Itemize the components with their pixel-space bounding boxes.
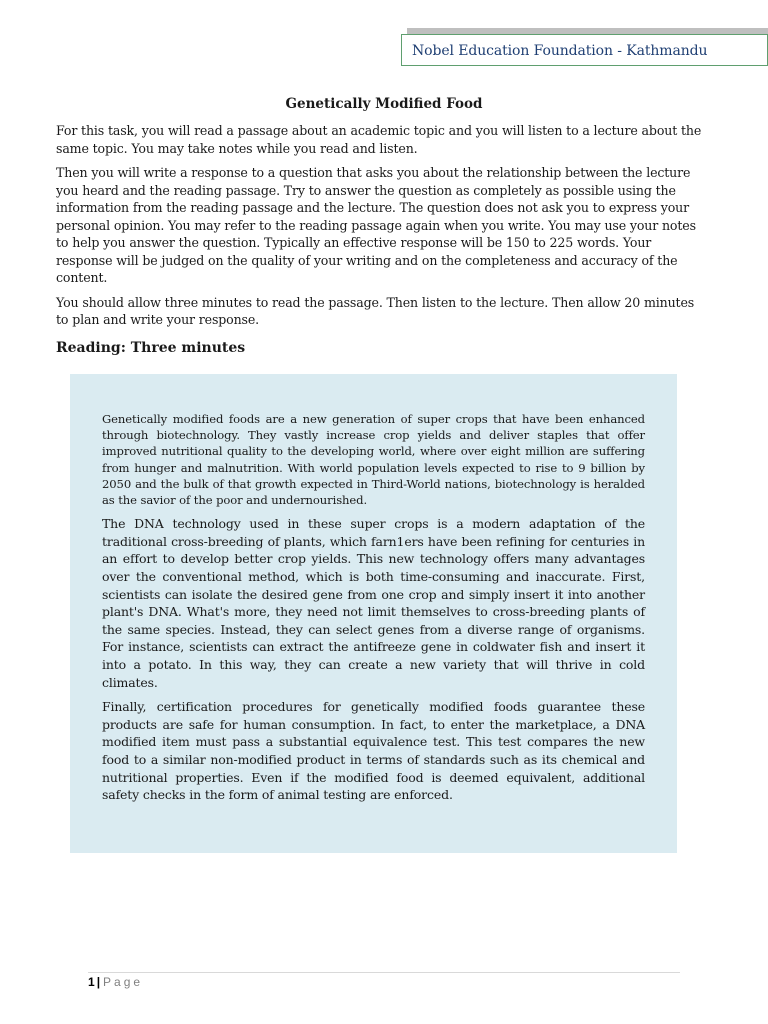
reading-paragraph: Finally, certification procedures for genetically modified foods guarantee these products are safe for human consumption. In fact, to enter the marketplace, a DNA modified item must pass a substantial equivalence test. This test compares the new food to a similar non-modified product in terms of standards such as its chemical and nutritional properties. Even if the modified food is deemed equivalent, additional safety checks in the form of animal testing are enforced.: [102, 699, 645, 803]
instruction-paragraph: Then you will write a response to a question that asks you about the relationship between the lecture you heard and the reading passage. Try to answer the question as completely as possible using the information from the reading passage and the lecture. The question does not ask you to express your personal opinion. You may refer to the reading passage again when you write. You may use your notes to help you answer the question. Typically an effective response will be 150 to 225 words. Your response will be judged on the quality of your writing and on the completeness and accuracy of the content.: [56, 165, 696, 285]
page-separator: |: [96, 975, 101, 989]
page-number: 1: [88, 975, 95, 989]
page-footer: [88, 975, 143, 989]
reading-passage-box: [70, 374, 677, 853]
reading-paragraph: Genetically modified foods are a new generation of super crops that have been enhanced through biotechnology. They vastly increase crop yields and deliver staples that offer improved nutritional quality to the developing world, where over eight million are suffering from hunger and malnutrition. With world population levels expected to rise to 9 billion by 2050 and the bulk of that growth expected in Third-World nations, biotechnology is heralded as the savior of the poor and undernourished.: [102, 412, 645, 508]
document-title: Genetically Modified Food: [285, 96, 483, 112]
reading-paragraph: The DNA technology used in these super crops is a modern adaptation of the traditional cross-breeding of plants, which farn1ers have been refining for centuries in an effort to develop better crop yields. This new technology offers many advantages over the conventional method, which is both time-consuming and inaccurate. First, scientists can isolate the desired gene from one crop and simply insert it into another plant's DNA. What's more, they need not limit themselves to cross-breeding plants of the same species. Instead, they can select genes from a diverse range of organisms. For instance, scientists can extract the antifreeze gene in coldwater fish and insert it into a potato. In this way, they can create a new variety that will thrive in cold climates.: [102, 516, 645, 690]
instructions: [56, 122, 706, 336]
organization-name: Nobel Education Foundation - Kathmandu: [412, 43, 708, 59]
page-label: Page: [103, 975, 144, 989]
reading-heading: Reading: Three minutes: [56, 340, 246, 356]
footer-divider: [88, 972, 680, 973]
instruction-paragraph: For this task, you will read a passage about an academic topic and you will listen to a lecture about the same topic. You may take notes while you read and listen.: [56, 123, 702, 156]
instruction-paragraph: You should allow three minutes to read the passage. Then listen to the lecture. Then allow 20 minutes to plan and write your response.: [56, 294, 695, 327]
header-organization-box: [401, 34, 768, 66]
